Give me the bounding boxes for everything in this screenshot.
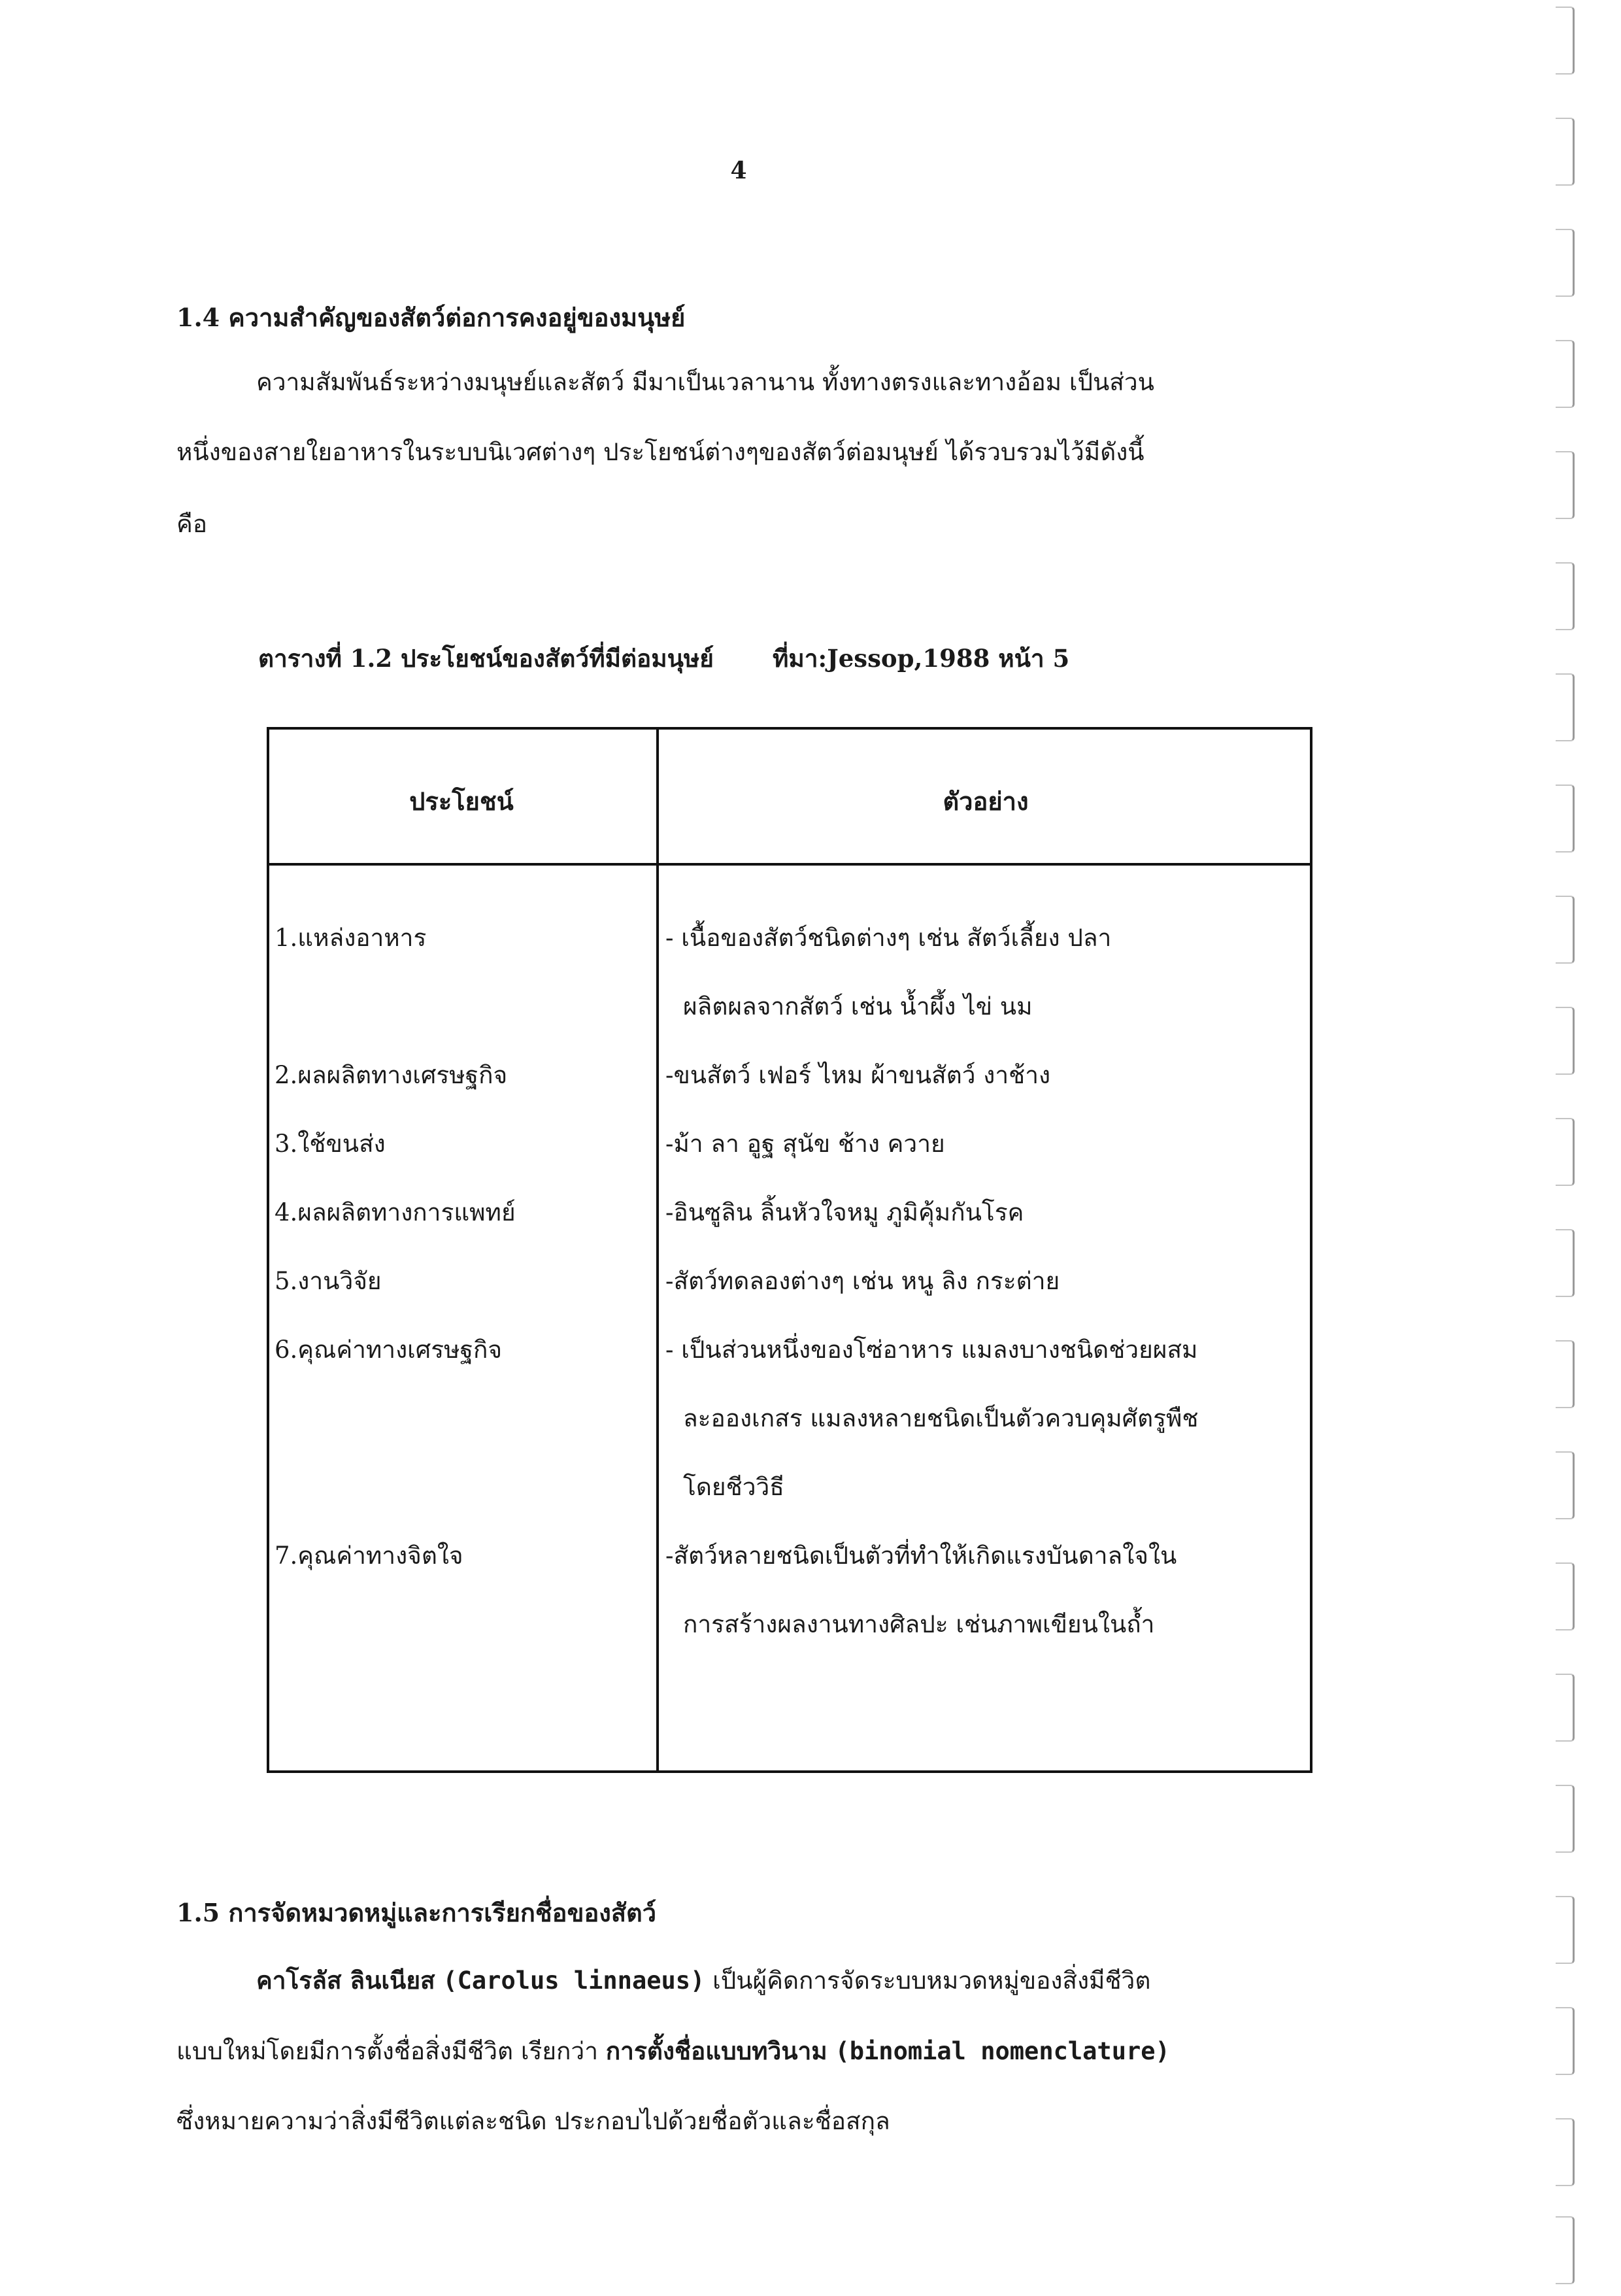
table-row-5-example-1: -สัตว์ทดลองต่างๆ เช่น หนู ลิง กระต่าย bbox=[665, 1267, 1060, 1295]
table-row-5-benefit: 5.งานวิจัย bbox=[275, 1267, 382, 1295]
table-row-6-example-2: ละอองเกสร แมลงหลายชนิดเป็นตัวควบคุมศัตรูพืช bbox=[683, 1404, 1199, 1432]
section-1-4-line-1: ความสัมพันธ์ระหว่างมนุษย์และสัตว์ มีมาเป็นเวลานาน ทั้งทางตรงและทางอ้อม เป็นส่วน bbox=[256, 368, 1154, 396]
table-header-example: ตัวอย่าง bbox=[943, 786, 1029, 816]
table-row-1-example-1: - เนื้อของสัตว์ชนิดต่างๆ เช่น สัตว์เลี้ยง ปลา bbox=[665, 924, 1112, 952]
table-caption bbox=[258, 639, 1069, 678]
binomial-term: การตั้งชื่อแบบทวินาม bbox=[605, 2036, 827, 2065]
table-row-6-benefit: 6.คุณค่าทางเศรษฐกิจ bbox=[275, 1336, 503, 1364]
binding-hole bbox=[1556, 340, 1575, 408]
linnaeus-name: คาโรลัส ลินเนียส bbox=[256, 1966, 435, 1995]
section-1-4-line-2: หนึ่งของสายใยอาหารในระบบนิเวศต่างๆ ประโยชน์ต่างๆของสัตว์ต่อมนุษย์ ได้รวบรวมไว้มีดังนี้ bbox=[176, 438, 1145, 466]
linnaeus-latin: (Carolus linnaeus) bbox=[443, 1967, 705, 1995]
table-row-3-example-1: -ม้า ลา อูฐ สุนัข ช้าง ควาย bbox=[665, 1130, 945, 1158]
table-row-4-benefit: 4.ผลผลิตทางการแพทย์ bbox=[275, 1198, 516, 1226]
table-row-2-example-1: -ขนสัตว์ เฟอร์ ไหม ผ้าขนสัตว์ งาช้าง bbox=[665, 1061, 1051, 1089]
binding-hole bbox=[1556, 1007, 1575, 1075]
section-1-4-line-3: คือ bbox=[176, 510, 207, 538]
table-source: ที่มา:Jessop,1988 หน้า 5 bbox=[772, 644, 1070, 673]
binding-hole bbox=[1556, 673, 1575, 741]
section-1-5-line-3: ซึ่งหมายความว่าสิ่งมีชีวิตแต่ละชนิด ประกอบไปด้วยชื่อตัวและชื่อสกุล bbox=[176, 2107, 890, 2135]
table-row-1-benefit: 1.แหล่งอาหาร bbox=[275, 924, 427, 952]
table-row-2-benefit: 2.ผลผลิตทางเศรษฐกิจ bbox=[275, 1061, 508, 1089]
binding-hole bbox=[1556, 1896, 1575, 1964]
binding-hole bbox=[1556, 1118, 1575, 1186]
binding-hole bbox=[1556, 2007, 1575, 2075]
table-row-7-example-1: -สัตว์หลายชนิดเป็นตัวที่ทำให้เกิดแรงบันดาลใจใน bbox=[665, 1542, 1177, 1570]
table-row-7-example-2: การสร้างผลงานทางศิลปะ เช่นภาพเขียนในถ้ำ bbox=[683, 1610, 1155, 1638]
binding-hole bbox=[1556, 229, 1575, 297]
table-column-divider bbox=[656, 727, 659, 1773]
table-title: ตารางที่ 1.2 ประโยชน์ของสัตว์ที่มีต่อมนุษย์ bbox=[258, 644, 714, 673]
binomial-term-en: (binomial nomenclature) bbox=[835, 2037, 1170, 2065]
binding-hole bbox=[1556, 785, 1575, 853]
section-1-4-heading: 1.4 ความสำคัญของสัตว์ต่อการคงอยู่ของมนุษย์ bbox=[176, 303, 686, 332]
table-row-7-benefit: 7.คุณค่าทางจิตใจ bbox=[275, 1542, 463, 1570]
binding-hole bbox=[1556, 562, 1575, 630]
binding-strip bbox=[1556, 0, 1582, 2296]
binding-hole bbox=[1556, 2216, 1575, 2284]
binding-hole bbox=[1556, 451, 1575, 519]
binding-hole bbox=[1556, 896, 1575, 964]
table-row-6-example-3: โดยชีววิธี bbox=[683, 1473, 784, 1501]
table-row-1-example-2: ผลิตผลจากสัตว์ เช่น น้ำผึ้ง ไข่ นม bbox=[683, 992, 1033, 1021]
table-header-benefit: ประโยชน์ bbox=[409, 786, 514, 816]
binding-hole bbox=[1556, 1340, 1575, 1408]
table-row-3-benefit: 3.ใช้ขนส่ง bbox=[275, 1130, 386, 1158]
binding-hole bbox=[1556, 1451, 1575, 1519]
binding-hole bbox=[1556, 7, 1575, 75]
binding-hole bbox=[1556, 118, 1575, 186]
binding-hole bbox=[1556, 1674, 1575, 1742]
section-1-5-line-1 bbox=[256, 1961, 1150, 2000]
binding-hole bbox=[1556, 1229, 1575, 1297]
line-2-plain: แบบใหม่โดยมีการตั้งชื่อสิ่งมีชีวิต เรียกว่า bbox=[176, 2037, 598, 2065]
section-1-5-line-2 bbox=[176, 2032, 1170, 2070]
binding-hole bbox=[1556, 2118, 1575, 2186]
binding-hole bbox=[1556, 1562, 1575, 1630]
line-1-rest: เป็นผู้คิดการจัดระบบหมวดหมู่ของสิ่งมีชีวิต bbox=[712, 1967, 1151, 1995]
section-1-5-heading: 1.5 การจัดหมวดหมู่และการเรียกชื่อของสัตว์ bbox=[176, 1898, 657, 1927]
binding-hole bbox=[1556, 1785, 1575, 1853]
table-header-divider bbox=[267, 863, 1312, 866]
table-row-4-example-1: -อินซูลิน ลิ้นหัวใจหมู ภูมิคุ้มกันโรค bbox=[665, 1198, 1024, 1226]
page-number: 4 bbox=[730, 157, 747, 184]
table-row-6-example-1: - เป็นส่วนหนึ่งของโซ่อาหาร แมลงบางชนิดช่วยผสม bbox=[665, 1336, 1198, 1364]
